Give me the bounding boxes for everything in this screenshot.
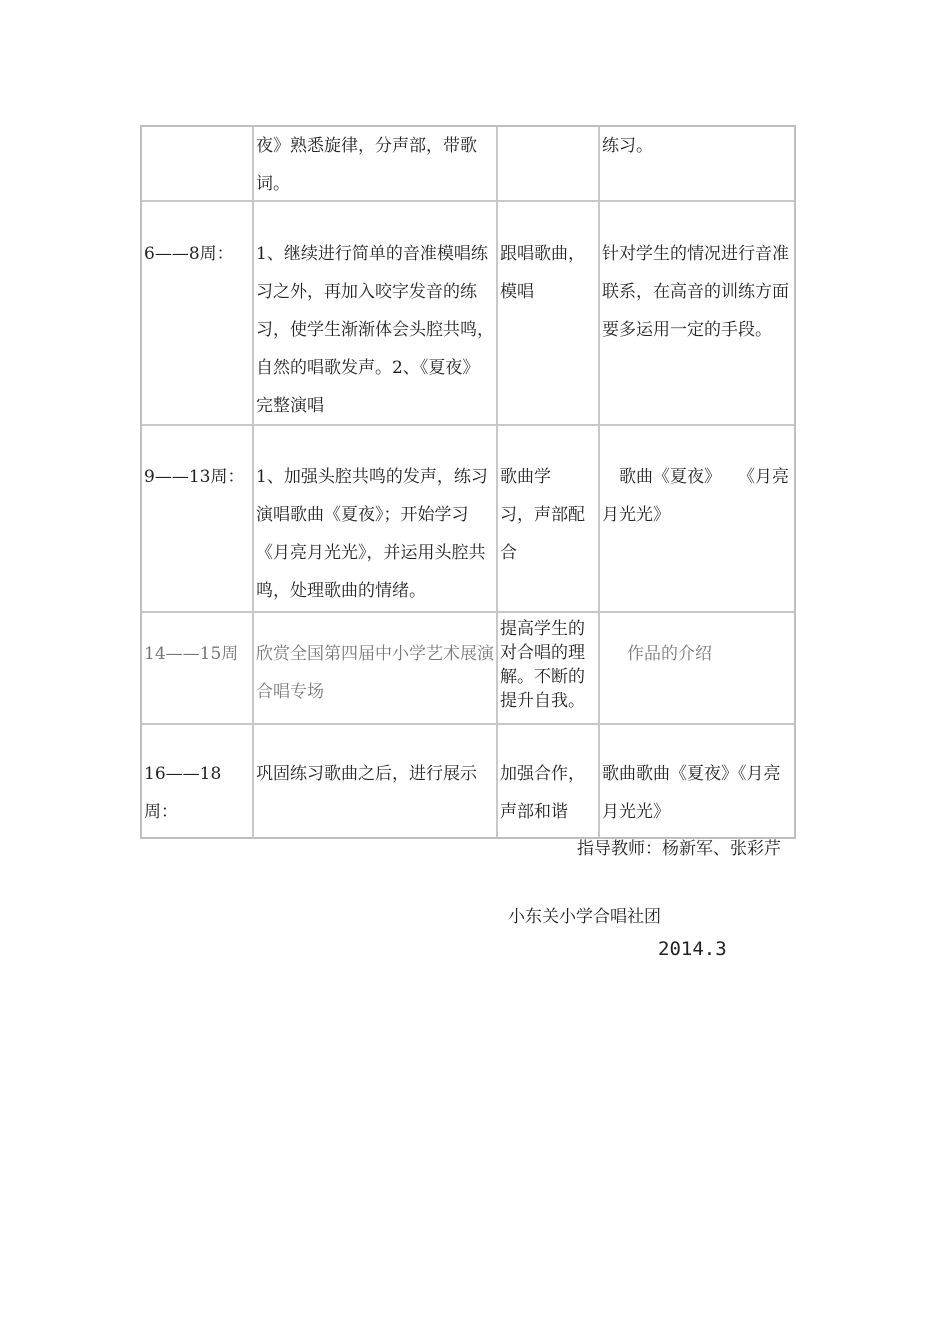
content-cell: 欣赏全国第四届中小学艺术展演合唱专场 bbox=[252, 613, 496, 723]
method-cell: 加强合作，声部和谐 bbox=[496, 725, 598, 837]
method-cell: 跟唱歌曲，模唱 bbox=[496, 202, 598, 424]
date-line: 2014.3 bbox=[658, 938, 727, 960]
table-row bbox=[142, 200, 794, 424]
table-row bbox=[142, 611, 794, 723]
note-cell: 针对学生的情况进行音准联系，在高音的训练方面要多运用一定的手段。 bbox=[598, 202, 794, 424]
schedule-table bbox=[140, 125, 796, 839]
note-cell: 作品的介绍 bbox=[598, 613, 794, 723]
content-cell: 1、继续进行简单的音准模唱练习之外，再加入咬字发音的练习，使学生渐渐体会头腔共鸣，自然的唱歌发声。2、《夏夜》完整演唱 bbox=[252, 202, 496, 424]
method-cell bbox=[496, 127, 598, 200]
content-cell: 巩固练习歌曲之后，进行展示 bbox=[252, 725, 496, 837]
note-cell: 歌曲歌曲《夏夜》《月亮月光光》 bbox=[598, 725, 794, 837]
week-cell: 9——13周： bbox=[144, 467, 245, 487]
content-cell: 1、加强头腔共鸣的发声，练习演唱歌曲《夏夜》；开始学习《月亮月光光》，并运用头腔共鸣，处理歌曲的情绪。 bbox=[252, 426, 496, 611]
week-cell: 16——18周： bbox=[144, 764, 222, 822]
table-row bbox=[142, 424, 794, 611]
method-cell: 歌曲学 习，声部配合 bbox=[496, 426, 598, 611]
table-row bbox=[142, 127, 794, 200]
club-name: 小东关小学合唱社团 bbox=[508, 907, 661, 927]
week-cell: 14——15周 bbox=[144, 644, 239, 664]
teachers-line: 指导教师：杨新军、张彩芹 bbox=[577, 839, 781, 859]
note-cell: 歌曲《夏夜》 《月亮月光光》 bbox=[598, 426, 794, 611]
note-cell: 练习。 bbox=[598, 127, 794, 200]
content-cell: 夜》熟悉旋律，分声部，带歌词。 bbox=[252, 127, 496, 200]
week-cell: 6——8周： bbox=[144, 244, 234, 264]
week-cell bbox=[142, 127, 252, 200]
method-cell: 提高学生的对合唱的理解。不断的提升自我。 bbox=[496, 613, 598, 723]
table-row bbox=[142, 723, 794, 837]
